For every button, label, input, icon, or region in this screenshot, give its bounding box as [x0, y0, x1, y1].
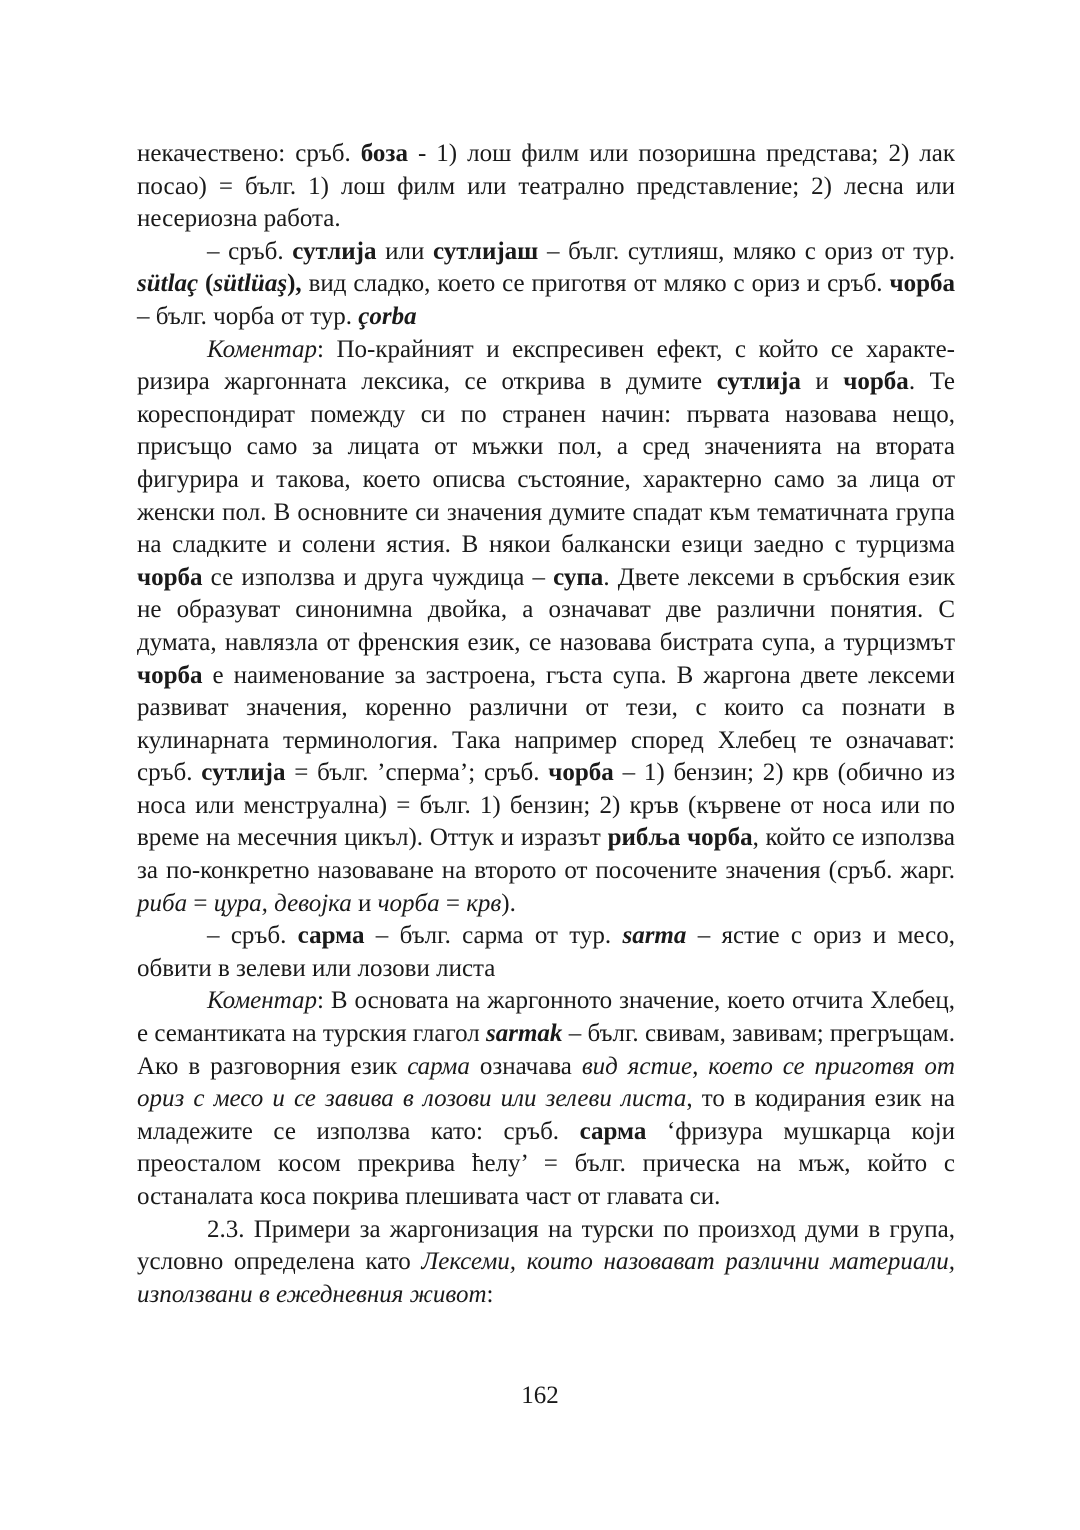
- text-run: и: [351, 889, 378, 917]
- bold-term: боза: [360, 140, 408, 167]
- text-run: 2.3. Примери за жаргонизация на турски по произход думи в група, условно определена като: [137, 1215, 955, 1276]
- bold-term: сутлијаш: [433, 237, 539, 265]
- bold-term: рибља чорба: [607, 824, 753, 852]
- italic-text: крв: [466, 889, 502, 917]
- bold-term: сутлија: [292, 237, 377, 265]
- italic-text: цура, девојка: [213, 889, 352, 917]
- text-run: =: [187, 889, 214, 917]
- text-run: означава: [469, 1052, 582, 1080]
- text-run: :: [486, 1280, 494, 1308]
- text-run: или: [376, 237, 433, 265]
- italic-text: вид ястие, което се приготвя от ориз с месо и се завива в лозови или зелеви листа: [137, 1052, 955, 1113]
- text-run: - 1) лош филм или позоришна представа; 2) лак посао) = бълг. 1) лош филм или театрално представление; 2) лесна или несериозна работа.: [137, 140, 955, 233]
- paragraph: [137, 138, 955, 236]
- text-run: – бълг. чорба от тур.: [137, 302, 359, 330]
- text-run: – бълг. сутлияш, мляко с ориз от тур.: [538, 237, 956, 265]
- text-run: вид сладко, което се приготвя от мляко с ориз и сръб.: [301, 270, 890, 298]
- bold-italic-term: çorba: [358, 302, 417, 330]
- text-run: – бълг. свивам, завивам; прегръщам. Ако в разговорния език: [137, 1020, 956, 1080]
- bold-term: сутлија: [201, 759, 286, 787]
- text-run: , който се използва за по-конкретно назоваване на второто от посочените значения (сръб. жарг.: [137, 824, 955, 885]
- bold-term: чорба: [137, 563, 203, 591]
- text-run: и: [800, 368, 844, 396]
- bold-term: чорба: [889, 270, 955, 298]
- bold-italic-term: sarmak: [486, 1020, 563, 1048]
- bold-term: ),: [287, 270, 302, 298]
- text-run: – сръб.: [207, 237, 293, 265]
- bold-term: сарма: [579, 1117, 647, 1145]
- bold-italic-term: sarma: [622, 922, 687, 950]
- bold-term: чорба: [137, 661, 203, 689]
- bold-italic-term: sütlaç: [137, 270, 199, 298]
- paragraph: [137, 985, 955, 1213]
- page-number: 162: [521, 1382, 559, 1409]
- text-run: – 1) бензин; 2) крв (обично из носа или менструална) = бълг. 1) бензин; 2) кръв (кървене от носа или по време на месечния цикъл). Оттук и изразът: [137, 759, 956, 852]
- text-run: – ястие с ориз и месо, обвити в зелеви или лозови листа: [137, 922, 955, 982]
- text-run: се използва и друга чуждица –: [202, 563, 554, 591]
- bold-term: (: [198, 270, 214, 298]
- bold-term: чорба: [548, 759, 614, 787]
- text-run: : В основата на жаргонното значение, което отчита Хлебец, е семантиката на турския глагол: [137, 987, 955, 1048]
- bold-term: сарма: [297, 922, 365, 950]
- text-run: некачествено: сръб.: [137, 140, 361, 167]
- text-run: е наименование за застроена, гъста супа. В жаргона двете лексеми развиват значения, коренно различни от тези, с които са познати в кулинарната терминология. Така например според Хлебец те означават: сръб.: [137, 661, 955, 787]
- text-run: = бълг. ’сперма’; сръб.: [285, 759, 549, 787]
- paragraph: [137, 1214, 955, 1312]
- text-run: . Те кореспондират помежду си по странен начин: първата назовава нещо, присъщо само за лицата от мъжки пол, а сред значенията на втората фигурира и такова, което описва състояние, характерно само за лица от женски пол. В основните си значения думите спадат към тематичната група на сладките и солени ястия. В някои балкански езици заедно с турцизма: [137, 368, 955, 559]
- text-run: , то в кодирания език на младежите се използва като: сръб.: [137, 1085, 955, 1145]
- text-run: =: [439, 889, 467, 917]
- paragraph: [137, 334, 955, 921]
- text-run: ).: [501, 889, 516, 917]
- paragraph: [137, 236, 955, 334]
- italic-text: чорба: [377, 889, 440, 917]
- italic-text: риба: [137, 889, 188, 917]
- bold-italic-term: sütlüaş: [213, 270, 288, 298]
- italic-text: сарма: [407, 1052, 470, 1080]
- bold-term: супа: [553, 563, 604, 591]
- italic-text: Коментар: [207, 335, 318, 363]
- text-run: – бълг. сарма от тур.: [364, 922, 623, 950]
- page-body: [137, 138, 955, 1311]
- italic-text: Коментар: [207, 987, 318, 1015]
- text-run: – сръб.: [207, 922, 298, 950]
- text-run: . Двете лексеми в сръбския език не образуват синонимна двойка, а означават две различни понятия. С думата, навлязла от френския език, се назовава бистрата супа, а турцизмът: [137, 563, 955, 656]
- italic-text: Лексеми, които назовават различни материали, използвани в ежедневния живот: [137, 1248, 955, 1308]
- text-run: ‘фризура мушкарца који преосталом косом прекрива ћелу’ = бълг. прическа на мъж, който с останалата коса покрива плешивата част от главата си.: [137, 1117, 955, 1210]
- bold-term: сутлија: [716, 368, 801, 396]
- paragraph: [137, 920, 955, 985]
- bold-term: чорба: [843, 368, 909, 396]
- text-run: : По-крайният и експресивен ефект, с който се характеризира жаргонната лексика, се открива в думите: [137, 335, 955, 396]
